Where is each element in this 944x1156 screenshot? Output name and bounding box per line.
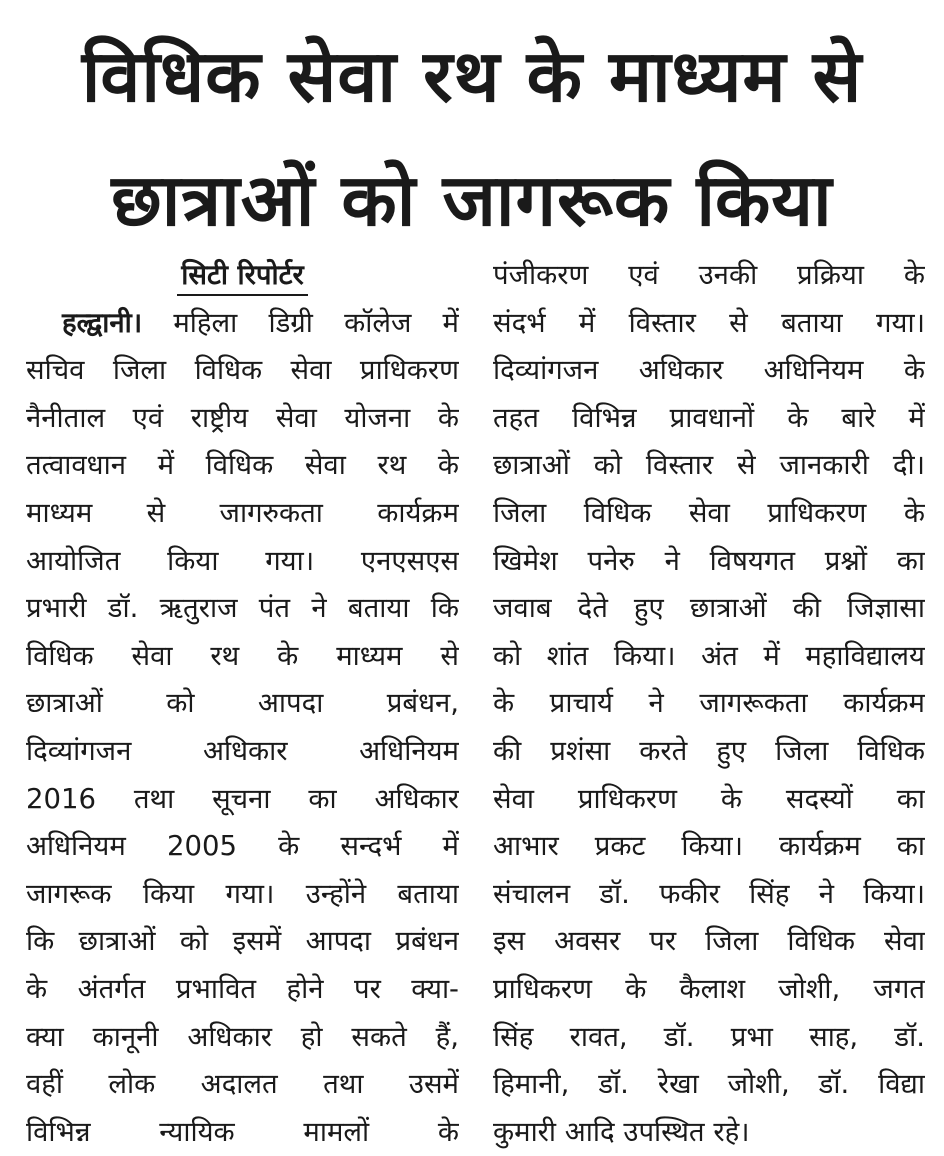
article-line: प्राधिकरण के कैलाश जोशी, जगत xyxy=(493,972,925,1005)
article-line: को शांत किया। अंत में महाविद्यालय xyxy=(493,639,925,672)
article-line-last: कुमारी आदि उपस्थित रहे। xyxy=(493,1115,750,1148)
headline-line-2: छात्राओं को जागरूक किया xyxy=(111,158,833,242)
article-line: संचालन डॉ. फकीर सिंह ने किया। xyxy=(493,877,925,910)
article-line: विधिक सेवा रथ के माध्यम से xyxy=(26,639,459,672)
article-line: के अंतर्गत प्रभावित होने पर क्या- xyxy=(26,972,459,1005)
article-line: तत्वावधान में विधिक सेवा रथ के xyxy=(26,449,459,482)
article-line: कि छात्राओं को इसमें आपदा प्रबंधन xyxy=(26,925,459,958)
article-line xyxy=(26,300,459,348)
byline xyxy=(26,252,459,300)
article-column-right xyxy=(493,252,925,1156)
article-line: जवाब देते हुए छात्राओं की जिज्ञासा xyxy=(493,592,925,625)
article-line: दिव्यांगजन अधिकार अधिनियम के xyxy=(493,354,925,387)
article-line: दिव्यांगजन अधिकार अधिनियम xyxy=(26,734,459,767)
article-line: खिमेश पनेरु ने विषयगत प्रश्नों का xyxy=(493,544,925,577)
article-line: जिला विधिक सेवा प्राधिकरण के xyxy=(493,496,925,529)
article-line: आयोजित किया गया। एनएसएस xyxy=(26,544,459,577)
article-line: नैनीताल एवं राष्ट्रीय सेवा योजना के xyxy=(26,401,459,434)
article-line: आभार प्रकट किया। कार्यक्रम का xyxy=(493,830,925,863)
article-line: सचिव जिला विधिक सेवा प्राधिकरण xyxy=(26,354,459,387)
article-line: पंजीकरण एवं उनकी प्रक्रिया के xyxy=(493,259,925,291)
article-column-left xyxy=(26,252,459,1156)
headline-line-1: विधिक सेवा रथ के माध्यम से xyxy=(81,34,863,118)
article-line: वहीं लोक अदालत तथा उसमें xyxy=(26,1068,459,1101)
article-line: छात्राओं को विस्तार से जानकारी दी। xyxy=(493,449,925,482)
article-line: अधिनियम 2005 के सन्दर्भ में xyxy=(26,830,459,863)
article-line: माध्यम से जागरुकता कार्यक्रम xyxy=(26,496,459,529)
headline xyxy=(0,14,944,262)
article-line: सेवा प्राधिकरण के सदस्यों का xyxy=(493,782,925,815)
article-line: संदर्भ में विस्तार से बताया गया। xyxy=(493,306,925,339)
article-line: जागरूक किया गया। उन्होंने बताया xyxy=(26,877,459,910)
article-line-text: महिला डिग्री कॉलेज में xyxy=(173,306,459,339)
article-line: विभिन्न न्यायिक मामलों के xyxy=(26,1115,459,1148)
article-line: हिमानी, डॉ. रेखा जोशी, डॉ. विद्या xyxy=(493,1068,925,1101)
article-line: क्या कानूनी अधिकार हो सकते हैं, xyxy=(26,1020,459,1053)
article-line: तहत विभिन्न प्रावधानों के बारे में xyxy=(493,401,925,434)
article-line: छात्राओं को आपदा प्रबंधन, xyxy=(26,687,459,720)
dateline: हल्द्वानी। xyxy=(62,306,143,339)
byline-text: सिटी रिपोर्टर xyxy=(177,256,308,296)
article-line: के प्राचार्य ने जागरूकता कार्यक्रम xyxy=(493,687,925,720)
article-line: इस अवसर पर जिला विधिक सेवा xyxy=(493,925,925,958)
article-line: 2016 तथा सूचना का अधिकार xyxy=(26,782,459,815)
article-line: सिंह रावत, डॉ. प्रभा साह, डॉ. xyxy=(493,1020,925,1053)
article-line: की प्रशंसा करते हुए जिला विधिक xyxy=(493,734,925,767)
article-line: प्रभारी डॉ. ऋतुराज पंत ने बताया कि xyxy=(26,592,459,625)
